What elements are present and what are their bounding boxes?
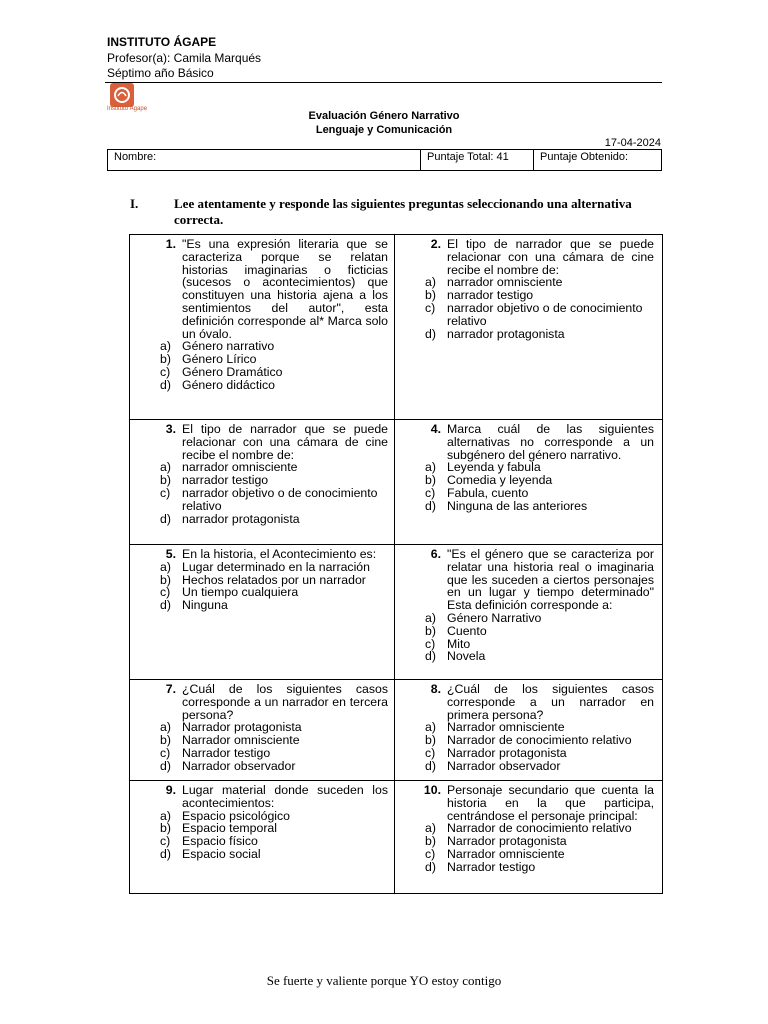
exam-subtitle: Lenguaje y Comunicación [315, 124, 453, 136]
option-text: Género narrativo [182, 339, 275, 354]
option-text: Narrador protagonista [447, 745, 567, 760]
question-row [130, 680, 662, 781]
option-text: Género Lírico [182, 352, 257, 367]
option-letter: c) [425, 300, 436, 315]
option[interactable] [401, 612, 654, 625]
option-text: Narrador testigo [182, 745, 271, 760]
option-letter: a) [425, 821, 436, 836]
student-info-table [107, 149, 662, 171]
option-text: narrador omnisciente [447, 275, 563, 290]
option-letter: d) [425, 758, 436, 773]
question-text: ¿Cuál de los siguientes casos corresponde a un narrador en primera persona? [447, 682, 654, 722]
exam-date: 17-04-2024 [604, 137, 661, 149]
grade-level: Séptimo año Básico [107, 66, 214, 80]
name-field[interactable] [108, 150, 421, 171]
option-text: Género Narrativo [447, 610, 542, 625]
total-score-label: Puntaje Total: 41 [427, 151, 509, 163]
option-letter: d) [425, 859, 436, 874]
option-letter: a) [425, 610, 436, 625]
option[interactable] [136, 822, 388, 835]
question-number: 8. [430, 682, 441, 696]
option[interactable] [136, 379, 388, 392]
question-number: 9. [165, 783, 176, 797]
option-letter: c) [425, 846, 436, 861]
option-letter: b) [160, 572, 171, 587]
option[interactable] [401, 848, 654, 861]
option[interactable] [136, 340, 388, 353]
question-cell-8 [395, 680, 660, 780]
option-letter: b) [160, 473, 171, 488]
option-text: narrador objetivo o de conocimiento relativo [182, 485, 378, 513]
option[interactable] [136, 487, 388, 513]
section-number: I. [130, 196, 139, 211]
option-text: Leyenda y fabula [447, 460, 541, 475]
question-text: Lugar material donde suceden los acontecimientos: [182, 783, 388, 810]
section-instruction-text: Lee atentamente y responde las siguientes preguntas seleccionando una alternativa correcta. [174, 196, 632, 227]
option[interactable] [401, 328, 654, 341]
option-letter: c) [160, 585, 171, 600]
option-letter: b) [160, 352, 171, 367]
option-letter: a) [160, 720, 171, 735]
option-letter: b) [160, 733, 171, 748]
question-cell-4 [395, 420, 660, 544]
teacher-name: Profesor(a): Camila Marqués [107, 51, 262, 65]
option[interactable] [136, 599, 388, 612]
question-number: 10. [423, 783, 441, 797]
option-text: Novela [447, 649, 486, 664]
name-label: Nombre: [114, 151, 157, 163]
option-text: narrador protagonista [447, 326, 565, 341]
option-letter: a) [425, 460, 436, 475]
option-letter: a) [425, 275, 436, 290]
option-text: narrador testigo [447, 288, 534, 303]
option-text: Espacio psicológico [182, 808, 291, 823]
option-letter: c) [160, 834, 171, 849]
option-text: Narrador observador [182, 758, 296, 773]
option-text: Narrador de conocimiento relativo [447, 821, 632, 836]
question-text: "Es una expresión literaria que se caracteriza porque se relatan historias imaginarias o ficticias (sucesos o acontecimientos) que constituyen una historia ajena a los sentimientos del autor", esta definición corresponde al* Marca solo un óvalo. [182, 237, 388, 341]
obtained-score-field[interactable] [534, 150, 662, 171]
question-row [130, 235, 662, 420]
question-cell-6 [395, 545, 660, 679]
option-letter: c) [160, 745, 171, 760]
option[interactable] [136, 747, 388, 760]
question-text: Marca cuál de las siguientes alternativas no corresponde a un subgénero del género narrativo. [447, 422, 654, 462]
option-text: Ninguna de las anteriores [447, 498, 588, 513]
option-text: Narrador protagonista [182, 720, 302, 735]
option-letter: c) [160, 364, 171, 379]
logo-caption: Instituto Ágape [107, 106, 148, 112]
option-letter: b) [425, 288, 436, 303]
option-letter: a) [160, 339, 171, 354]
option[interactable] [401, 302, 654, 328]
question-text: El tipo de narrador que se puede relacionar con una cámara de cine recibe el nombre de: [182, 422, 388, 462]
footer-motto: Se fuerte y valiente porque YO estoy contigo [266, 973, 502, 988]
question-cell-7 [130, 680, 395, 780]
option-letter: b) [425, 473, 436, 488]
question-cell-5 [130, 545, 395, 679]
option-text: Narrador omnisciente [447, 846, 565, 861]
question-cell-3 [130, 420, 395, 544]
question-text: ¿Cuál de los siguientes casos corresponde a un narrador en tercera persona? [182, 682, 388, 722]
total-score-cell [421, 150, 534, 171]
option[interactable] [136, 586, 388, 599]
option-text: narrador omnisciente [182, 460, 298, 475]
question-number: 5. [165, 547, 176, 561]
question-number: 1. [165, 237, 176, 251]
question-text: En la historia, el Acontecimiento es: [182, 547, 377, 561]
question-text: El tipo de narrador que se puede relacionar con una cámara de cine recibe el nombre de: [447, 237, 654, 277]
option-text: Narrador testigo [447, 859, 536, 874]
option-letter: d) [160, 758, 171, 773]
option[interactable] [401, 487, 654, 500]
institution-name: INSTITUTO ÁGAPE [107, 35, 217, 49]
option-letter: d) [425, 326, 436, 341]
question-cell-9 [130, 781, 395, 893]
option-letter: c) [425, 745, 436, 760]
option[interactable] [401, 625, 654, 638]
question-text: Personaje secundario que cuenta la historia en la que participa, centrándose el personaje principal: [447, 783, 654, 823]
option[interactable] [136, 760, 388, 773]
option-letter: b) [425, 733, 436, 748]
question-row [130, 545, 662, 680]
question-number: 3. [165, 422, 176, 436]
question-text: "Es el género que se caracteriza por relatar una historia real o imaginaria que les suceden a ciertos personajes en un lugar y tiempo determinado" Esta definición corresponde a: [447, 547, 654, 613]
option-letter: a) [160, 559, 171, 574]
option-text: Mito [447, 636, 471, 651]
option[interactable] [401, 747, 654, 760]
option-letter: d) [160, 598, 171, 613]
option-text: Espacio social [182, 846, 261, 861]
question-number: 6. [430, 547, 441, 561]
option-letter: d) [160, 377, 171, 392]
option-letter: a) [160, 460, 171, 475]
option-letter: c) [425, 636, 436, 651]
option-letter: b) [425, 834, 436, 849]
question-cell-1 [130, 235, 395, 419]
option-text: Hechos relatados por un narrador [182, 572, 366, 587]
questions-grid [129, 234, 663, 894]
question-row [130, 781, 662, 894]
question-cell-10 [395, 781, 660, 893]
question-row [130, 420, 662, 545]
question-number: 7. [165, 682, 176, 696]
option-letter: b) [425, 623, 436, 638]
option-letter: c) [425, 485, 436, 500]
option-text: Género Dramático [182, 364, 283, 379]
option-letter: d) [425, 498, 436, 513]
option-letter: d) [425, 649, 436, 664]
option-letter: c) [160, 485, 171, 500]
option-text: Comedia y leyenda [447, 473, 553, 488]
option-letter: d) [160, 511, 171, 526]
option-text: Narrador protagonista [447, 834, 567, 849]
option[interactable] [401, 650, 654, 663]
option-text: Narrador omnisciente [447, 720, 565, 735]
option-letter: d) [160, 846, 171, 861]
question-cell-2 [395, 235, 660, 419]
option-text: Espacio temporal [182, 821, 278, 836]
option-text: narrador protagonista [182, 511, 300, 526]
option-text: Espacio físico [182, 834, 258, 849]
obtained-score-label: Puntaje Obtenido: [540, 151, 629, 163]
option-letter: a) [425, 720, 436, 735]
exam-title: Evaluación Género Narrativo [308, 110, 460, 122]
option-text: narrador objetivo o de conocimiento relativo [447, 300, 643, 328]
question-number: 2. [430, 237, 441, 251]
option-letter: b) [160, 821, 171, 836]
option-text: Género didáctico [182, 377, 275, 392]
option-text: Fabula, cuento [447, 485, 529, 500]
option[interactable] [136, 848, 388, 861]
option-text: Narrador observador [447, 758, 561, 773]
option[interactable] [401, 638, 654, 651]
option[interactable] [401, 861, 654, 874]
option-text: Un tiempo cualquiera [182, 585, 299, 600]
header-divider [105, 82, 662, 83]
option-text: Lugar determinado en la narración [182, 559, 370, 574]
option[interactable] [136, 561, 388, 574]
option-text: narrador testigo [182, 473, 269, 488]
option[interactable] [136, 835, 388, 848]
option[interactable] [401, 760, 654, 773]
question-number: 4. [430, 422, 441, 436]
option[interactable] [136, 513, 388, 526]
option-letter: a) [160, 808, 171, 823]
option[interactable] [136, 366, 388, 379]
option[interactable] [401, 500, 654, 513]
logo-heart-icon [110, 83, 134, 107]
option-text: Cuento [447, 623, 487, 638]
option-text: Ninguna [182, 598, 228, 613]
option-text: Narrador de conocimiento relativo [447, 733, 632, 748]
option-text: Narrador omnisciente [182, 733, 300, 748]
